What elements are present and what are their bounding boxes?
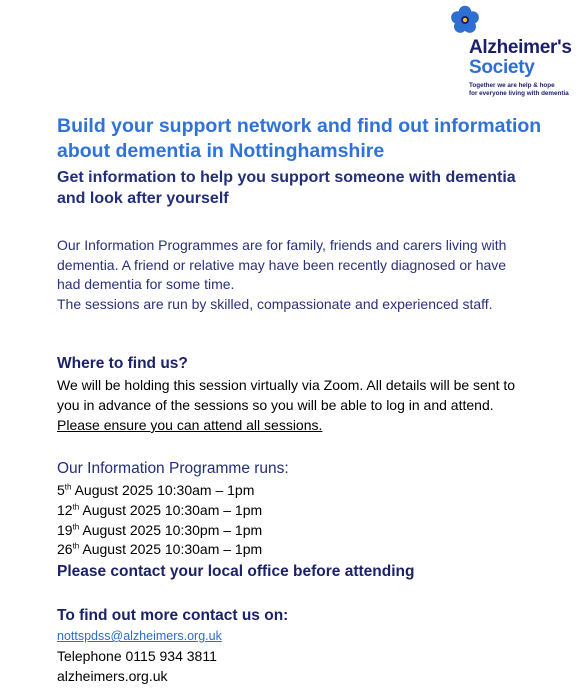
website-url: alzheimers.org.uk — [57, 668, 168, 684]
page-title: Build your support network and find out information about dementia in Nottinghamshire — [57, 115, 542, 162]
brand-name — [469, 38, 572, 78]
session-date — [57, 540, 262, 560]
page-subtitle: Get information to help you support someone with dementia and look after yourself — [57, 169, 516, 207]
brand-tagline — [469, 82, 587, 98]
date-details: August 2025 10:30am – 1pm — [71, 482, 255, 498]
contact-details — [57, 626, 222, 686]
date-suffix: th — [72, 521, 80, 531]
email-link[interactable]: nottspdss@alzheimers.org.uk — [57, 629, 222, 643]
programme-heading: Our Information Programme runs: — [57, 460, 289, 477]
session-dates-list — [57, 481, 262, 560]
brand-name-line1: Alzheimer's — [469, 37, 572, 58]
intro-paragraph-2: The sessions are run by skilled, compassionate and experienced staff. — [57, 295, 493, 312]
date-suffix: th — [72, 541, 80, 551]
attend-all-notice: Please ensure you can attend all sessions. — [57, 417, 323, 433]
session-date — [57, 501, 262, 521]
date-details: August 2025 10:30pm – 1pm — [79, 521, 263, 538]
session-date — [57, 481, 262, 501]
contact-office-notice: Please contact your local office before attending — [57, 563, 415, 580]
date-day: 26 — [57, 541, 73, 558]
alzheimers-society-logo[interactable] — [449, 4, 583, 104]
date-suffix: th — [72, 502, 80, 512]
intro-paragraph-1: Our Information Programmes are for family, friends and carers living with dementia. A friend or relative may have been recently diagnosed or have had dementia for some time. — [57, 237, 507, 292]
date-suffix: th — [64, 482, 72, 492]
intro-section — [57, 236, 527, 314]
where-heading: Where to find us? — [57, 355, 188, 372]
contact-heading: To find out more contact us on: — [57, 607, 289, 624]
brand-name-line2: Society — [469, 57, 535, 78]
date-details: August 2025 10:30am – 1pm — [79, 541, 263, 558]
telephone-number: Telephone 0115 934 3811 — [57, 648, 217, 664]
where-body — [57, 375, 537, 435]
date-details: August 2025 10:30am – 1pm — [79, 501, 263, 518]
date-day: 12 — [57, 501, 73, 518]
date-day: 5 — [57, 482, 65, 498]
tagline-line2: for everyone living with dementia — [469, 90, 569, 97]
tagline-line1: Together we are help & hope — [469, 82, 555, 89]
session-date — [57, 521, 262, 541]
where-text: We will be holding this session virtually via Zoom. All details will be sent to you in advance of the sessions so you will be able to log in and attend. — [57, 377, 516, 413]
date-day: 19 — [57, 521, 73, 538]
